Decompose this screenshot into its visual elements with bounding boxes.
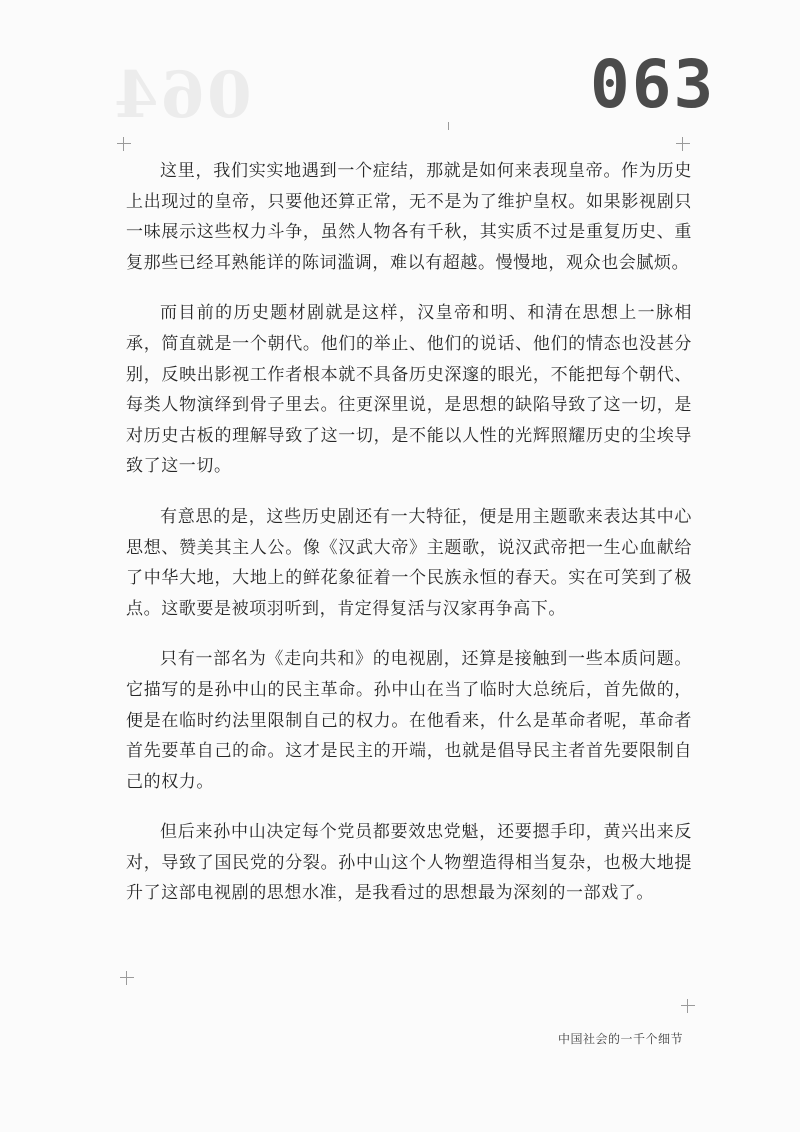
show-through-page-number: 064 [112, 58, 252, 133]
paragraph: 但后来孙中山决定每个党员都要效忠党魁，还要摁手印，黄兴出来反对，导致了国民党的分裂。孙中山这个人物塑造得相当复杂，也极大地提升了这部电视剧的思想水准，是我看过的思想最为深刻的一部戏了。 [126, 822, 692, 904]
page-number: 063 [590, 46, 716, 123]
crop-mark-top-right [676, 137, 690, 151]
crop-mark-bottom-right [681, 999, 695, 1013]
paragraph: 而目前的历史题材剧就是这样，汉皇帝和明、和清在思想上一脉相承，简直就是一个朝代。他们的举止、他们的说话、他们的情态也没甚分别，反映出影视工作者根本就不具备历史深邃的眼光，不能把每个朝代、每类人物演绎到骨子里去。往更深里说，是思想的缺陷导致了这一切，是对历史古板的理解导致了这一切，是不能以人性的光辉照耀历史的尘埃导致了这一切。 [126, 303, 692, 477]
center-tick-mark [448, 122, 449, 130]
crop-mark-top-left [117, 137, 131, 151]
paragraph: 只有一部名为《走向共和》的电视剧，还算是接触到一些本质问题。它描写的是孙中山的民主革命。孙中山在当了临时大总统后，首先做的，便是在临时约法里限制自己的权力。在他看来，什么是革命者呢，革命者首先要革自己的命。这才是民主的开端，也就是倡导民主者首先要限制自己的权力。 [126, 649, 692, 792]
crop-mark-bottom-left [120, 971, 134, 985]
paragraph: 有意思的是，这些历史剧还有一大特征，便是用主题歌来表达其中心思想、赞美其主人公。像《汉武大帝》主题歌，说汉武帝把一生心血献给了中华大地，大地上的鲜花象征着一个民族永恒的春天。实在可笑到了极点。这歌要是被项羽听到，肯定得复活与汉家再争高下。 [126, 506, 692, 619]
paragraph: 这里，我们实实地遇到一个症结，那就是如何来表现皇帝。作为历史上出现过的皇帝，只要他还算正常，无不是为了维护皇权。如果影视剧只一味展示这些权力斗争，虽然人物各有千秋，其实质不过是重复历史、重复那些已经耳熟能详的陈词滥调，难以有超越。慢慢地，观众也会腻烦。 [126, 161, 692, 273]
running-footer-book-title: 中国社会的一千个细节 [558, 1032, 684, 1046]
body-text [126, 156, 692, 929]
